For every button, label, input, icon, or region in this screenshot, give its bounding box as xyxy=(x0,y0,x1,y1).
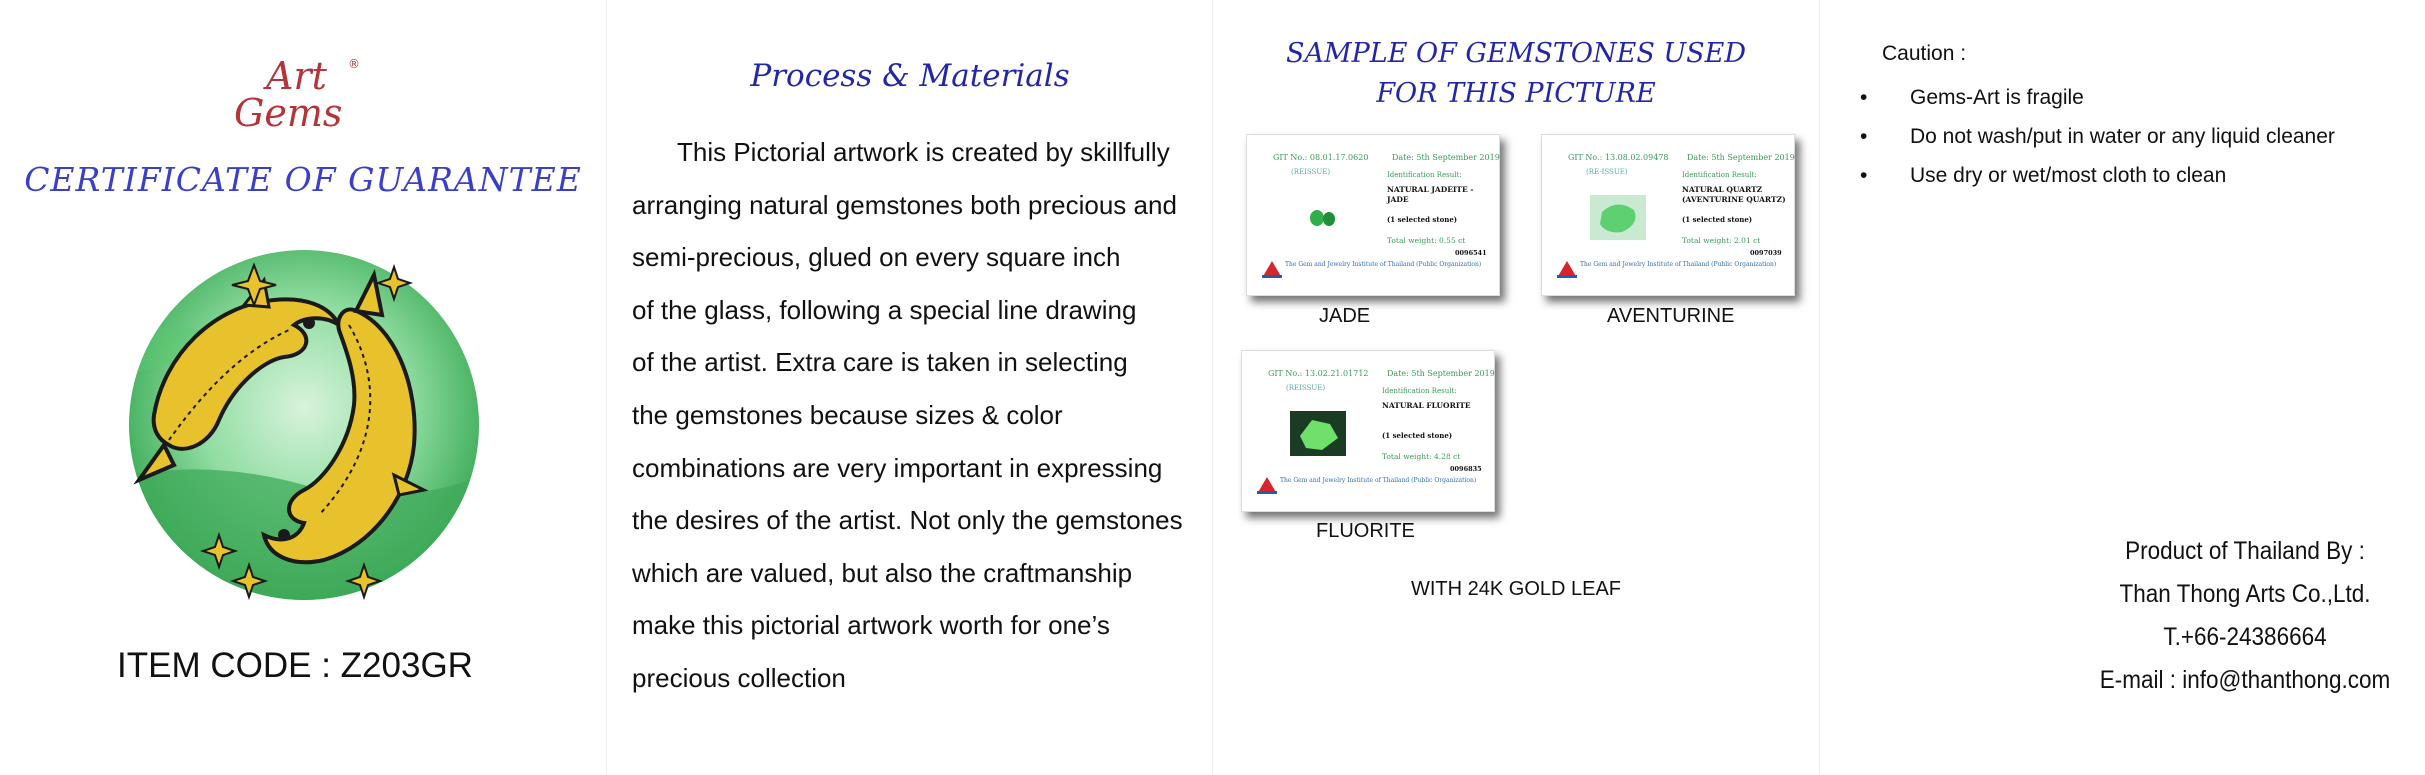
description-line: which are valued, but also the craftmanship xyxy=(632,557,1133,588)
caution-list xyxy=(1860,78,2335,195)
gem-certificate-card-fluorite xyxy=(1241,350,1495,512)
producer-heading: Product of Thailand By : xyxy=(2125,537,2365,565)
git-institute-logo xyxy=(1556,259,1578,281)
description-line: of the artist. Extra care is taken in selecting xyxy=(632,347,1128,378)
institute-name: The Gem and Jewelry Institute of Thailand (Public Organization) xyxy=(1580,261,1777,268)
bullet-icon: • xyxy=(1860,86,1868,109)
producer-phone: T.+66-24386664 xyxy=(2163,623,2327,651)
git-number: GIT No.: 08.01.17.0620 xyxy=(1273,153,1369,162)
description-line: precious collection xyxy=(632,662,846,693)
cert-date: Date: 5th September 2019 xyxy=(1687,153,1795,162)
gem-photo xyxy=(1582,190,1652,245)
process-title: Process & Materials xyxy=(750,58,1070,94)
bullet-icon: • xyxy=(1860,164,1868,187)
description-line: of the glass, following a special line drawing xyxy=(632,294,1137,325)
git-institute-logo xyxy=(1256,475,1278,497)
caution-title: Caution : xyxy=(1882,42,1967,65)
stone-label-fluorite: FLUORITE xyxy=(1316,520,1415,542)
gem-name: NATURAL JADEITE - JADE xyxy=(1387,185,1474,204)
reissue-mark: (RE-ISSUE) xyxy=(1586,168,1628,176)
gold-leaf-note: WITH 24K GOLD LEAF xyxy=(1410,578,1622,600)
caution-item xyxy=(1860,78,2335,117)
institute-name: The Gem and Jewelry Institute of Thailand (Public Organization) xyxy=(1285,261,1482,268)
svg-text:Gems: Gems xyxy=(234,91,343,134)
caution-item-text: Gems-Art is fragile xyxy=(1910,86,2084,109)
description-line: make this pictorial artwork worth for one’s xyxy=(632,610,1110,641)
samples-title-line: SAMPLE OF GEMSTONES USED xyxy=(1285,38,1747,69)
description-line: This Pictorial artwork is created by skillfully xyxy=(677,137,1170,167)
cert-date: Date: 5th September 2019 xyxy=(1387,369,1495,378)
cert-number: 0096835 xyxy=(1450,465,1482,473)
cert-date: Date: 5th September 2019 xyxy=(1392,153,1500,162)
description-line: semi-precious, glued on every square inch xyxy=(632,242,1121,273)
certificate-panel xyxy=(0,0,606,775)
cert-number: 0097039 xyxy=(1750,249,1782,257)
result-label: Identification Result: xyxy=(1682,171,1757,179)
selected-count: (1 selected stone) xyxy=(1682,215,1753,224)
caution-item-text: Use dry or wet/most cloth to clean xyxy=(1910,164,2227,187)
samples-title-line: FOR THIS PICTURE xyxy=(1376,78,1656,109)
producer-company: Than Thong Arts Co.,Ltd. xyxy=(2119,580,2371,608)
process-description xyxy=(632,126,1212,705)
gems-art-logo xyxy=(226,54,366,134)
stone-label-aventurine: AVENTURINE xyxy=(1607,305,1735,327)
producer-email: E-mail : info@thanthong.com xyxy=(2099,666,2391,694)
description-line: the desires of the artist. Not only the gemstones xyxy=(632,505,1183,536)
caution-panel xyxy=(1820,0,2425,775)
git-number: GIT No.: 13.02.21.01712 xyxy=(1268,369,1369,378)
institute-name: The Gem and Jewelry Institute of Thailand (Public Organization) xyxy=(1280,477,1477,484)
result-label: Identification Result: xyxy=(1382,387,1457,395)
bullet-icon: • xyxy=(1860,125,1868,148)
total-weight: Total weight: 2.01 ct xyxy=(1682,236,1761,245)
reissue-mark: (REISSUE) xyxy=(1291,168,1331,176)
svg-text:Art: Art xyxy=(266,54,327,98)
caution-item-text: Do not wash/put in water or any liquid cleaner xyxy=(1910,125,2335,148)
cert-number: 0096541 xyxy=(1455,249,1487,257)
gem-photo xyxy=(1287,190,1357,245)
caution-item xyxy=(1860,117,2335,156)
total-weight: Total weight: 4.28 ct xyxy=(1382,452,1461,461)
producer-info xyxy=(2070,530,2421,702)
process-panel xyxy=(607,0,1213,775)
gem-photo xyxy=(1282,406,1352,461)
svg-text:®: ® xyxy=(348,57,360,71)
certificate-title: CERTIFICATE OF GUARANTEE xyxy=(24,160,582,199)
description-line: arranging natural gemstones both precious and xyxy=(632,189,1177,220)
gem-certificate-card-jade xyxy=(1246,134,1500,296)
selected-count: (1 selected stone) xyxy=(1387,215,1458,224)
samples-panel xyxy=(1213,0,1819,775)
selected-count: (1 selected stone) xyxy=(1382,431,1453,440)
pisces-artwork xyxy=(124,245,484,605)
description-line: combinations are very important in expressing xyxy=(632,452,1163,483)
git-number: GIT No.: 13.08.02.09478 xyxy=(1568,153,1669,162)
item-code: ITEM CODE : Z203GR xyxy=(117,646,473,685)
git-institute-logo xyxy=(1261,259,1283,281)
total-weight: Total weight: 0.55 ct xyxy=(1387,236,1466,245)
stone-label-jade: JADE xyxy=(1319,305,1371,327)
gem-certificate-card-aventurine xyxy=(1541,134,1795,296)
samples-title xyxy=(1213,34,1819,114)
caution-item xyxy=(1860,156,2335,195)
gem-name: NATURAL QUARTZ (AVENTURINE QUARTZ) xyxy=(1682,185,1786,204)
reissue-mark: (REISSUE) xyxy=(1286,384,1326,392)
description-line: the gemstones because sizes & color xyxy=(632,399,1063,430)
result-label: Identification Result: xyxy=(1387,171,1462,179)
gem-name: NATURAL FLUORITE xyxy=(1382,401,1471,410)
